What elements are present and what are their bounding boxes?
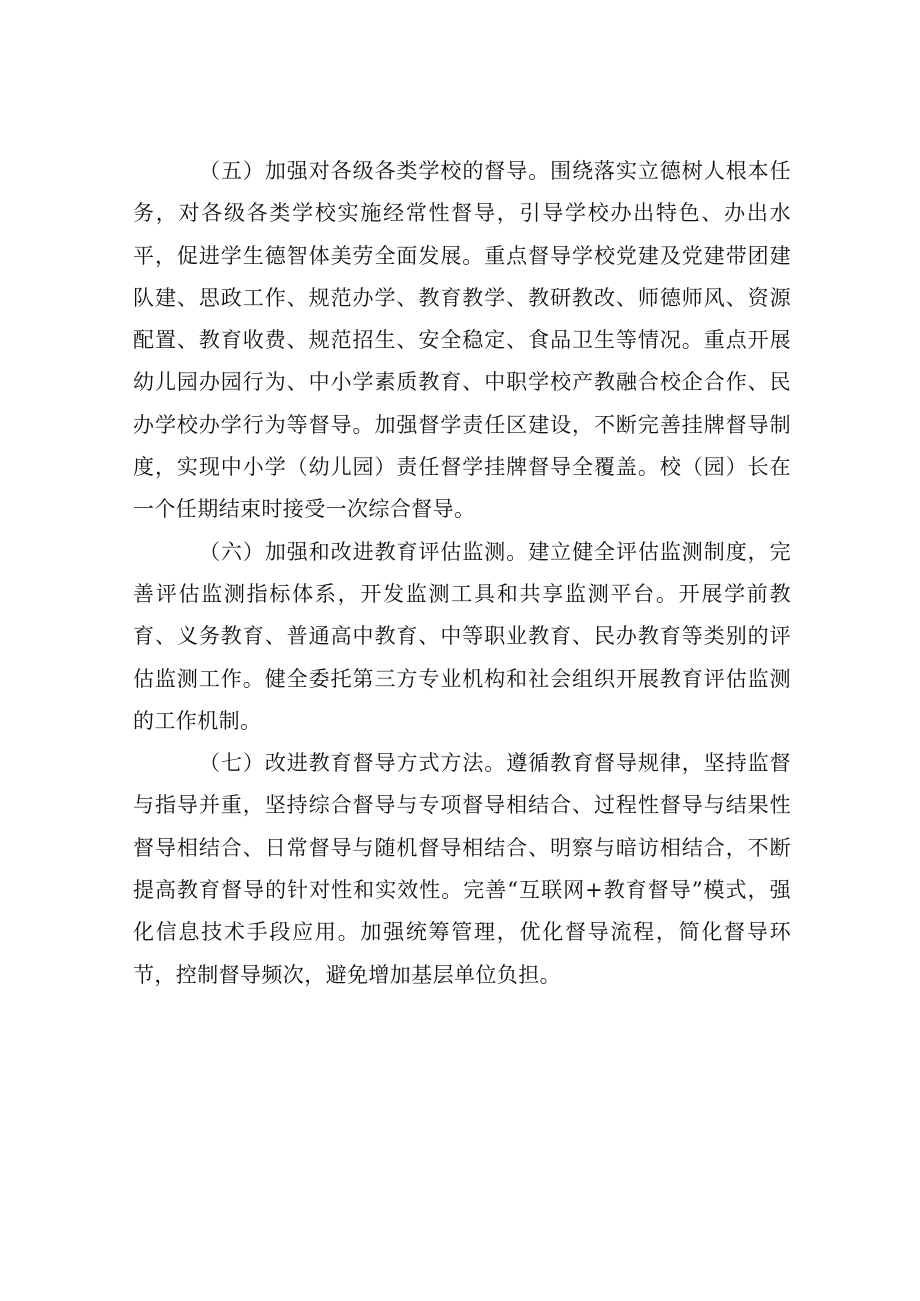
paragraph-six: （六）加强和改进教育评估监测。建立健全评估监测制度，完善评估监测指标体系，开发监测工具和共享监测平台。开展学前教育、义务教育、普通高中教育、中等职业教育、民办教育等类别的评估监测工作。健全委托第三方专业机构和社会组织开展教育评估监测的工作机制。 <box>133 539 791 733</box>
paragraph-seven: （七）改进教育督导方式方法。遵循教育督导规律，坚持监督与指导并重，坚持综合督导与专项督导相结合、过程性督导与结果性督导相结合、日常督导与随机督导相结合、明察与暗访相结合，不断提高教育督导的针对性和实效性。完善“互联网+教育督导”模式，强化信息技术手段应用。加强统筹管理，优化督导流程，简化督导环节，控制督导频次，避免增加基层单位负担。 <box>133 751 791 987</box>
paragraph-five: （五）加强对各级各类学校的督导。围绕落实立德树人根本任务，对各级各类学校实施经常性督导，引导学校办出特色、办出水平，促进学生德智体美劳全面发展。重点督导学校党建及党建带团建队建、思政工作、规范办学、教育教学、教研教改、师德师风、资源配置、教育收费、规范招生、安全稳定、食品卫生等情况。重点开展幼儿园办园行为、中小学素质教育、中职学校产教融合校企合作、民办学校办学行为等督导。加强督学责任区建设，不断完善挂牌督导制度，实现中小学（幼儿园）责任督学挂牌督导全覆盖。校（园）长在一个任期结束时接受一次综合督导。 <box>133 159 791 522</box>
document-body <box>133 150 791 996</box>
